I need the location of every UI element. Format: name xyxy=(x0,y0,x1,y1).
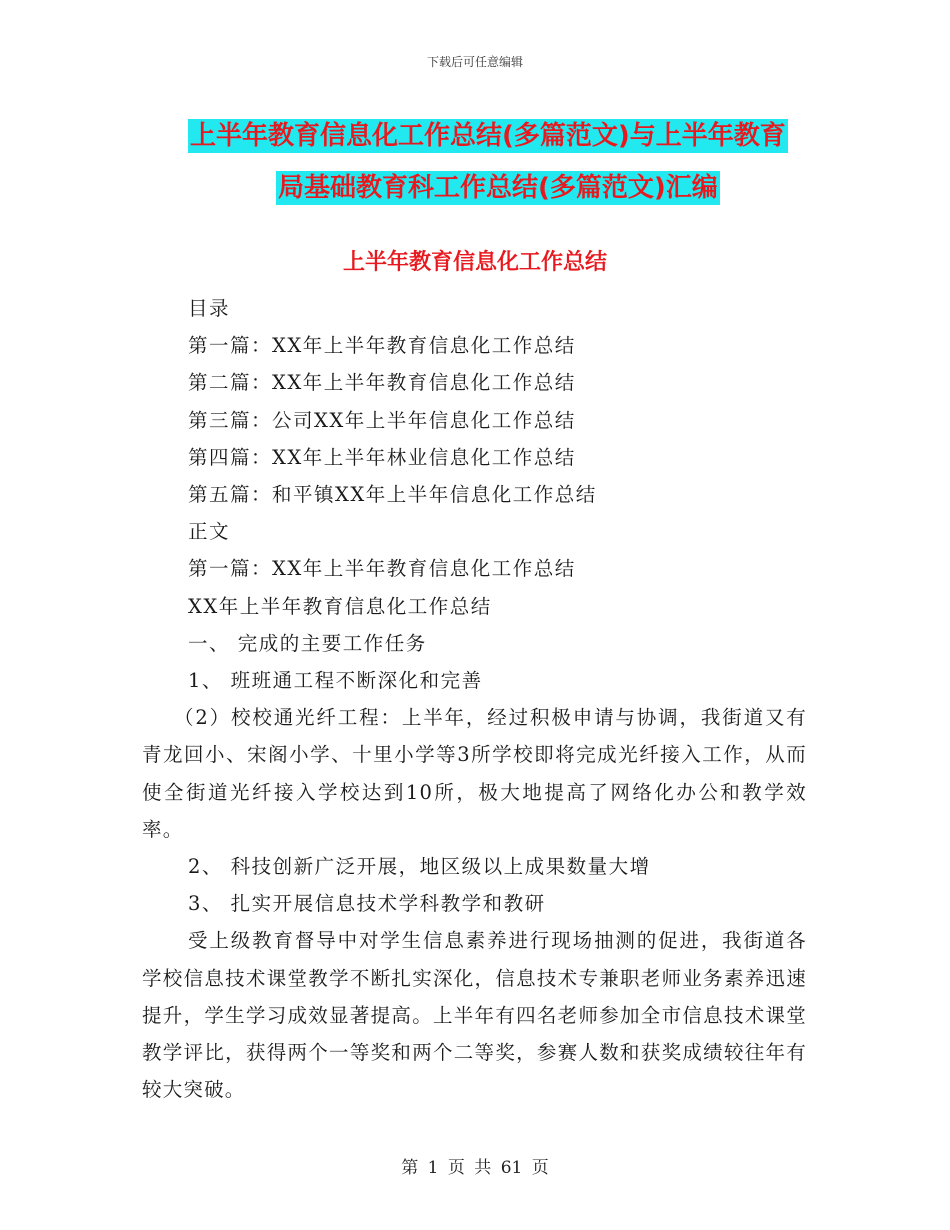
header-note: 下载后可任意编辑 xyxy=(426,55,523,69)
section-title: 上半年教育信息化工作总结 xyxy=(342,250,607,275)
list-item: 3、 扎实开展信息技术学科教学和教研 xyxy=(188,892,546,916)
paragraph: （2）校校通光纤工程：上半年，经过积极申请与协调，我街道又有青龙回小、宋阁小学、十里小学等3所学校即将完成光纤接入工作，从而使全街道光纤接入学校达到10所，极大地提高了网络化办公和教学效率。 xyxy=(142,706,807,841)
toc-heading: 目录 xyxy=(188,297,231,320)
document-body xyxy=(142,290,807,1108)
list-item: 2、 科技创新广泛开展，地区级以上成果数量大增 xyxy=(188,855,651,879)
document-title xyxy=(188,110,828,214)
toc-item: 第一篇：XX年上半年教育信息化工作总结 xyxy=(188,334,576,358)
chapter-heading: 第一篇：XX年上半年教育信息化工作总结 xyxy=(188,557,576,581)
body-heading: 正文 xyxy=(188,520,231,544)
list-item: 1、 班班通工程不断深化和完善 xyxy=(188,669,483,693)
chapter-subtitle: XX年上半年教育信息化工作总结 xyxy=(188,594,492,618)
toc-item: 第三篇：公司XX年上半年信息化工作总结 xyxy=(188,408,576,432)
toc-item: 第四篇：XX年上半年林业信息化工作总结 xyxy=(188,445,576,469)
toc-item: 第五篇：和平镇XX年上半年信息化工作总结 xyxy=(188,483,597,507)
list-item: 一、 完成的主要工作任务 xyxy=(188,631,427,655)
page-number: 第 1 页 共 61 页 xyxy=(401,1158,549,1178)
paragraph: 受上级教育督导中对学生信息素养进行现场抽测的促进，我街道各学校信息技术课堂教学不断扎实深化，信息技术专兼职老师业务素养迅速提升，学生学习成效显著提高。上半年有四名老师参加全市信息技术课堂教学评比，获得两个一等奖和两个二等奖，参赛人数和获奖成绩较往年有较大突破。 xyxy=(142,929,807,1102)
title-line-2: 局基础教育科工作总结(多篇范文)汇编 xyxy=(278,173,718,203)
title-line-1: 上半年教育信息化工作总结(多篇范文)与上半年教育 xyxy=(190,121,786,151)
toc-item: 第二篇：XX年上半年教育信息化工作总结 xyxy=(188,371,576,395)
